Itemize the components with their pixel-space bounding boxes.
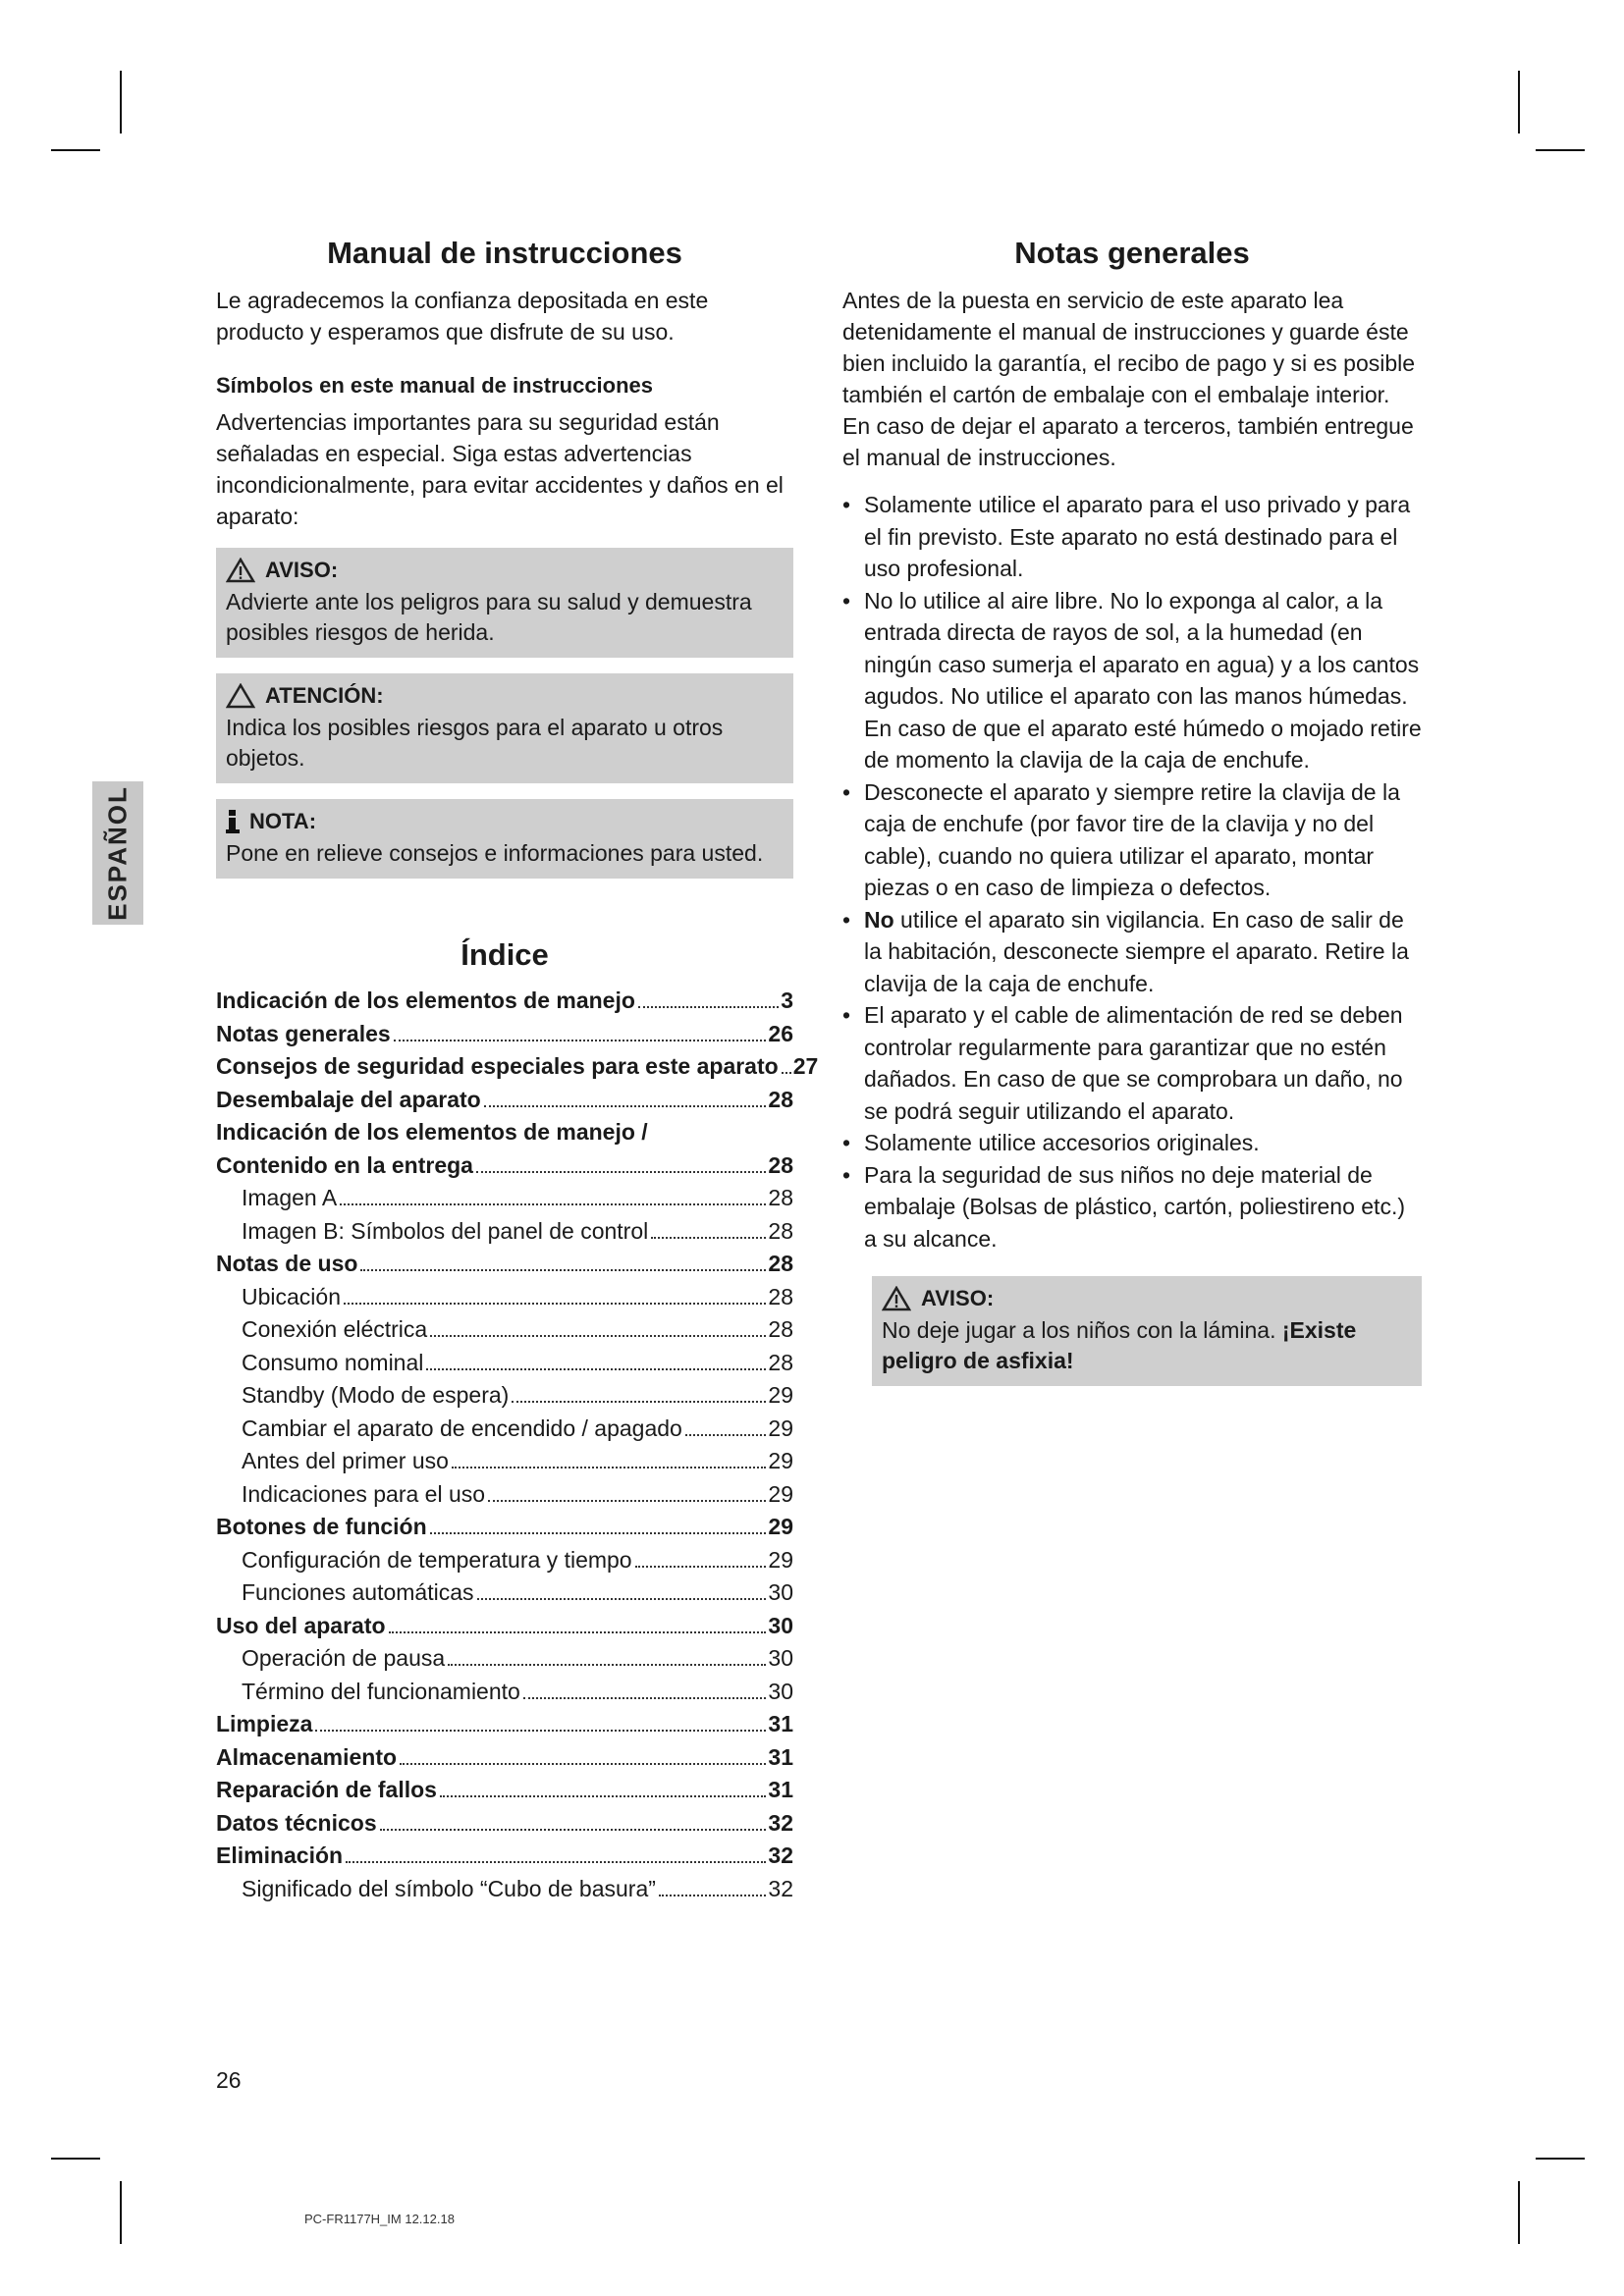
toc-entry xyxy=(216,985,793,1018)
toc-leader-dots xyxy=(685,1434,767,1436)
toc-entry xyxy=(216,1544,793,1577)
toc-entry xyxy=(216,1347,793,1380)
toc-entry-page: 28 xyxy=(768,1151,793,1178)
safety-bullet xyxy=(842,1127,1422,1159)
toc-entry-label: Ubicación xyxy=(242,1283,341,1309)
toc-leader-dots xyxy=(484,1105,767,1107)
toc-entry xyxy=(216,1116,793,1149)
toc-entry-label: Indicaciones para el uso xyxy=(242,1480,486,1507)
safety-bullet xyxy=(842,776,1422,904)
safety-bullet-bold: No xyxy=(864,906,894,933)
aviso-children-text: No deje jugar a los niños con la lámina. xyxy=(882,1317,1282,1343)
toc-entry xyxy=(216,1215,793,1249)
toc-entry xyxy=(216,1610,793,1643)
crop-mark xyxy=(1518,71,1520,133)
toc-entry-page: 28 xyxy=(768,1283,793,1309)
toc-entry-label: Notas de uso xyxy=(216,1251,358,1276)
toc-leader-dots xyxy=(638,1006,779,1008)
warning-triangle-icon xyxy=(882,1286,911,1311)
toc-entry xyxy=(216,1576,793,1610)
left-column xyxy=(216,228,819,1905)
toc-entry xyxy=(216,1774,793,1807)
aviso-box xyxy=(216,548,793,658)
toc-entry-label: Indicación de los elementos de manejo xyxy=(216,988,635,1013)
toc-entry-label: Limpieza xyxy=(216,1711,313,1736)
toc-entry xyxy=(216,1807,793,1841)
footer-code: PC-FR1177H_IM 12.12.18 xyxy=(304,2212,455,2226)
aviso-children-title: AVISO: xyxy=(921,1286,995,1310)
toc-entry-label: Imagen B: Símbolos del panel de control xyxy=(242,1217,649,1244)
aviso-children-text-bold: ¡Existe peligro de asfixia! xyxy=(882,1317,1357,1373)
toc-entry-page: 28 xyxy=(768,1086,793,1112)
toc-entry-page: 29 xyxy=(768,1382,793,1408)
nota-title: NOTA: xyxy=(249,809,317,833)
toc-entry-label: Conexión eléctrica xyxy=(242,1316,428,1342)
toc-entry-page: 28 xyxy=(768,1217,793,1244)
toc-entry xyxy=(216,1379,793,1413)
toc-leader-dots xyxy=(340,1203,766,1205)
safety-bullet-text: Para la seguridad de sus niños no deje material de embalaje (Bolsas de plástico, cartón, poliestireno etc.) a su alcance. xyxy=(864,1161,1406,1252)
info-icon xyxy=(226,809,240,834)
toc-entry-page: 26 xyxy=(768,1020,793,1046)
toc-leader-dots xyxy=(523,1697,767,1699)
toc-leader-dots xyxy=(782,1072,791,1074)
toc-entry-label: Almacenamiento xyxy=(216,1743,398,1770)
aviso-children-box xyxy=(872,1276,1422,1386)
caution-triangle-icon xyxy=(226,683,255,709)
toc-entry-label: Antes del primer uso xyxy=(242,1448,449,1473)
crop-mark xyxy=(120,71,122,133)
toc-entry-page: 30 xyxy=(768,1612,793,1638)
toc-leader-dots xyxy=(380,1829,767,1831)
toc-entry-label: Cambiar el aparato de encendido / apagado xyxy=(242,1415,682,1441)
toc-entry xyxy=(216,1840,793,1873)
toc-entry-label: Configuración de temperatura y tiempo xyxy=(242,1546,632,1573)
safety-bullet xyxy=(842,489,1422,585)
index-title: Índice xyxy=(460,937,549,972)
toc-leader-dots xyxy=(452,1467,766,1468)
toc-entry-page: 28 xyxy=(768,1316,793,1342)
crop-mark xyxy=(51,149,100,151)
toc-entry xyxy=(216,1281,793,1314)
aviso-text: Advierte ante los peligros para su salud y demuestra posibles riesgos de herida. xyxy=(226,589,752,645)
language-tab xyxy=(92,781,143,925)
toc-entry-page: 29 xyxy=(768,1546,793,1573)
toc-entry xyxy=(216,1445,793,1478)
toc-entry xyxy=(216,1642,793,1676)
safety-bullet xyxy=(842,999,1422,1127)
warning-triangle-icon xyxy=(226,558,255,583)
toc-leader-dots xyxy=(430,1335,766,1337)
toc-entry xyxy=(216,1149,793,1183)
toc-entry-page: 32 xyxy=(768,1809,793,1836)
toc-entry-page: 29 xyxy=(768,1514,793,1539)
manual-title: Manual de instrucciones xyxy=(327,236,682,270)
safety-bullet-text: Desconecte el aparato y siempre retire la clavija de la caja de enchufe (por favor tire de la clavija y no del cable), cuando no quiera utilizar el aparato, montar piezas o en caso de limpieza o defectos. xyxy=(864,778,1400,900)
atencion-text: Indica los posibles riesgos para el aparato u otros objetos. xyxy=(226,715,724,771)
page-number: 26 xyxy=(216,2067,242,2093)
toc-leader-dots xyxy=(448,1664,766,1666)
safety-bullet-text: Solamente utilice el aparato para el uso privado y para el fin previsto. Este aparato no está destinado para el uso profesional. xyxy=(864,492,1411,581)
toc-entry xyxy=(216,1182,793,1215)
toc-entry-page: 27 xyxy=(792,1053,819,1079)
toc-entry-page: 31 xyxy=(768,1743,793,1770)
toc-entry-page: 30 xyxy=(768,1579,793,1605)
crop-mark xyxy=(120,2181,122,2244)
toc-entry-label: Botones de función xyxy=(216,1514,427,1539)
toc-entry-label: Consumo nominal xyxy=(242,1349,424,1375)
language-tab-label: ESPAÑOL xyxy=(102,785,133,921)
nota-box xyxy=(216,799,793,879)
toc-leader-dots xyxy=(344,1303,766,1305)
toc-leader-dots xyxy=(360,1269,766,1271)
toc-entry-label: Standby (Modo de espera) xyxy=(242,1382,510,1408)
crop-mark xyxy=(1536,149,1585,151)
toc-entry-label: Uso del aparato xyxy=(216,1612,386,1638)
toc-leader-dots xyxy=(394,1040,767,1041)
crop-mark xyxy=(1518,2181,1520,2244)
toc-entry-page: 32 xyxy=(768,1875,793,1901)
toc-leader-dots xyxy=(635,1566,767,1568)
toc-entry-label: Eliminación xyxy=(216,1842,344,1868)
right-column xyxy=(842,228,1422,1386)
toc-entry-label: Indicación de los elementos de manejo / xyxy=(216,1119,648,1145)
toc-entry xyxy=(216,1084,793,1117)
crop-mark xyxy=(1536,2158,1585,2160)
toc-entry-page: 3 xyxy=(781,988,793,1013)
aviso-title: AVISO: xyxy=(265,558,339,582)
atencion-box xyxy=(216,673,793,783)
toc-entry xyxy=(216,1313,793,1347)
toc-entry xyxy=(216,1050,819,1084)
toc-entry xyxy=(216,1018,793,1051)
toc-entry-page: 28 xyxy=(768,1251,793,1276)
toc-entry-page: 29 xyxy=(768,1480,793,1507)
toc-leader-dots xyxy=(651,1237,766,1239)
toc-entry-page: 32 xyxy=(768,1842,793,1868)
toc-leader-dots xyxy=(477,1598,767,1600)
toc-leader-dots xyxy=(488,1500,766,1502)
toc-entry xyxy=(216,1511,793,1544)
toc-leader-dots xyxy=(389,1631,767,1633)
toc-entry-label: Contenido en la entrega xyxy=(216,1151,473,1178)
toc-entry-page: 28 xyxy=(768,1185,793,1210)
toc-leader-dots xyxy=(512,1401,766,1403)
toc-entry-label: Datos técnicos xyxy=(216,1809,377,1836)
toc-entry-label: Reparación de fallos xyxy=(216,1777,437,1802)
toc-entry-page: 31 xyxy=(768,1711,793,1736)
toc-entry-page: 31 xyxy=(768,1777,793,1802)
toc-entry-label: Operación de pausa xyxy=(242,1645,446,1671)
toc-entry-page: 29 xyxy=(768,1448,793,1473)
toc-entry-label: Funciones automáticas xyxy=(242,1579,474,1605)
toc-leader-dots xyxy=(400,1763,766,1765)
atencion-title: ATENCIÓN: xyxy=(265,683,384,708)
safety-bullet xyxy=(842,904,1422,1000)
toc-entry xyxy=(216,1413,793,1446)
safety-bullet-text: utilice el aparato sin vigilancia. En caso de salir de la habitación, desconecte siempre el aparato. Retire la clavija de la caja de enchufe. xyxy=(864,906,1409,996)
toc-entry-label: Significado del símbolo “Cubo de basura” xyxy=(242,1875,656,1901)
toc-entry xyxy=(216,1478,793,1512)
toc-entry xyxy=(216,1676,793,1709)
safety-bullet-text: Solamente utilice accesorios originales. xyxy=(864,1130,1260,1155)
general-notes-intro: Antes de la puesta en servicio de este aparato lea detenidamente el manual de instrucciones y guarde éste bien incluido la garantía, el recibo de pago y si es posible también el cartón de embalaje con el embalaje interior. En caso de dejar el aparato a terceros, también entregue el manual de instrucciones. xyxy=(842,288,1416,470)
toc-leader-dots xyxy=(426,1368,766,1370)
toc-leader-dots xyxy=(346,1861,766,1863)
general-notes-title: Notas generales xyxy=(1014,236,1250,270)
toc-entry-label: Imagen A xyxy=(242,1185,338,1210)
toc-entry-label: Desembalaje del aparato xyxy=(216,1086,481,1112)
toc-leader-dots xyxy=(476,1171,766,1173)
toc-entry-label: Notas generales xyxy=(216,1020,391,1046)
toc-leader-dots xyxy=(659,1895,767,1896)
toc-entry-page: 30 xyxy=(768,1645,793,1671)
toc-entry xyxy=(216,1708,793,1741)
table-of-contents xyxy=(216,985,819,1905)
safety-bullet-text: El aparato y el cable de alimentación de red se deben controlar regularmente para garantizar que no estén dañados. En caso de que se comprobara un daño, no se podrá seguir utilizando el aparato. xyxy=(864,1002,1403,1124)
toc-entry xyxy=(216,1248,793,1281)
symbols-heading: Símbolos en este manual de instrucciones xyxy=(216,373,654,398)
crop-mark xyxy=(51,2158,100,2160)
toc-leader-dots xyxy=(315,1730,766,1732)
toc-entry-label: Término del funcionamiento xyxy=(242,1678,520,1704)
toc-entry-label: Consejos de seguridad especiales para este aparato xyxy=(216,1053,779,1079)
toc-leader-dots xyxy=(430,1532,767,1534)
nota-text: Pone en relieve consejos e informaciones para usted. xyxy=(226,840,764,866)
toc-entry xyxy=(216,1873,793,1906)
toc-entry-page: 30 xyxy=(768,1678,793,1704)
safety-bullets xyxy=(842,489,1422,1255)
safety-bullet xyxy=(842,1159,1422,1255)
toc-leader-dots xyxy=(440,1795,766,1797)
toc-entry-page: 28 xyxy=(768,1349,793,1375)
safety-bullet-text: No lo utilice al aire libre. No lo exponga al calor, a la entrada directa de rayos de sol, a la humedad (en ningún caso sumerja el aparato en agua) y a los cantos agudos. No utilice el aparato con las manos húmedas. En caso de que el aparato esté húmedo o mojado retire de momento la clavija de la caja de enchufe. xyxy=(864,587,1422,773)
intro-text: Le agradecemos la confianza depositada en este producto y esperamos que disfrute de su uso. xyxy=(216,288,709,345)
symbols-text: Advertencias importantes para su seguridad están señaladas en especial. Siga estas advertencias incondicionalmente, para evitar accidentes y daños en el aparato: xyxy=(216,409,784,529)
safety-bullet xyxy=(842,585,1422,776)
toc-entry-page: 29 xyxy=(768,1415,793,1441)
toc-entry xyxy=(216,1741,793,1775)
